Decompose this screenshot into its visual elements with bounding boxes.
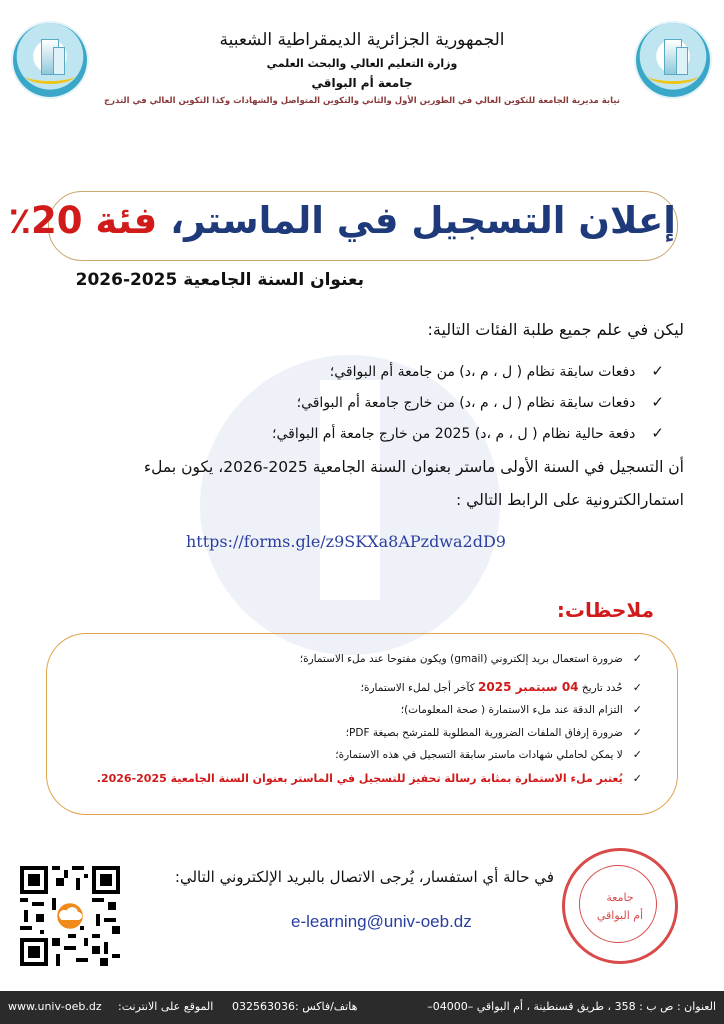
note-item: ✓التزام الدقة عند ملء الاستمارة ( صحة المعلومات)؛	[400, 703, 642, 716]
title-highlight: فئة 20٪	[8, 199, 158, 242]
header-republic: الجمهورية الجزائرية الديمقراطية الشعبية	[219, 30, 505, 50]
qr-code[interactable]	[20, 866, 120, 966]
check-icon: ✓	[651, 362, 664, 380]
body-line-2: استمارالكترونية على الرابط التالي :	[456, 491, 684, 509]
footer-website-label: الموقع على الانترنت:	[118, 1000, 214, 1013]
category-item: ✓دفعات سابقة نظام ( ل ، م ،د) من خارج جامعة أم البواقي؛	[296, 393, 664, 411]
check-icon: ✓	[651, 393, 664, 411]
contact-email-link[interactable]: e-learning@univ-oeb.dz	[291, 912, 472, 931]
stamp-line-1: جامعة	[606, 891, 634, 904]
header-vice-rectorate: نيابة مديرية الجامعة للتكوين العالي في الطورين الأول والثاني والتكوين المتواصل والشهادات وكذا التكوين العالي في التدرج	[104, 96, 620, 106]
note-item: ✓حُدد تاريخ 04 سبتمبر 2025 كآخر أجل لملء الاستمارة؛	[360, 680, 642, 694]
contact-text: في حالة أي استفسار، يُرجى الاتصال بالبريد الإلكتروني التالي:	[174, 868, 554, 886]
note-item: ✓ضرورة إرفاق الملفات الضرورية المطلوبة للمترشح بصيغة PDF؛	[345, 726, 642, 739]
university-seal-stamp	[562, 848, 678, 964]
title-main: إعلان التسجيل في الماستر،	[170, 199, 676, 242]
registration-form-link[interactable]: https://forms.gle/z9SKXa8APzdwa2dD9	[186, 532, 506, 551]
check-icon: ✓	[632, 748, 642, 761]
check-icon: ✓	[651, 424, 664, 442]
intro-text: ليكن في علم جميع طلبة الفئات التالية:	[427, 320, 684, 339]
notes-heading: ملاحظات:	[556, 598, 654, 622]
check-icon: ✓	[632, 703, 642, 716]
check-icon: ✓	[632, 652, 642, 665]
stamp-line-2: أم البواقي	[596, 909, 644, 922]
footer-address: العنوان : ص ب : 358 ، طريق قسنطينة ، أم البواقي –04000–	[427, 1000, 716, 1013]
qr-code-pattern	[20, 866, 120, 966]
footer-phone: هاتف/فاكس :032563036	[232, 1000, 358, 1013]
check-icon: ✓	[632, 681, 642, 694]
check-icon: ✓	[632, 772, 642, 785]
footer-website[interactable]: www.univ-oeb.dz	[8, 1000, 102, 1013]
category-item: ✓دفعات سابقة نظام ( ل ، م ،د) من جامعة أم البواقي؛	[329, 362, 664, 380]
check-icon: ✓	[632, 726, 642, 739]
announcement-subtitle: بعنوان السنة الجامعية 2025-2026	[75, 270, 364, 290]
deadline-date: 04 سبتمبر 2025	[478, 680, 579, 694]
body-line-1: أن التسجيل في السنة الأولى ماستر بعنوان السنة الجامعية 2025-2026، يكون بملء	[143, 458, 684, 476]
watermark-logo	[200, 340, 500, 670]
note-item: ✓لا يمكن لحاملي شهادات ماستر سابقة التسجيل في هذه الاستمارة؛	[335, 748, 642, 761]
note-final: ✓يُعتبر ملء الاستمارة بمثابة رسالة تحفيز للتسجيل في الماستر بعنوان السنة الجامعية 2025-2026.	[96, 772, 642, 785]
category-item: ✓دفعة حالية نظام ( ل ، م ،د) 2025 من خارج جامعة أم البواقي؛	[272, 424, 664, 442]
header-university: جامعة أم البواقي	[311, 76, 413, 90]
footer-bar	[0, 991, 724, 1024]
announcement-title	[8, 199, 676, 242]
header-ministry: وزارة التعليم العالي والبحث العلمي	[266, 57, 458, 70]
note-item: ✓ضرورة استعمال بريد إلكتروني (gmail) ويكون مفتوحا عند ملء الاستمارة؛	[299, 652, 642, 665]
